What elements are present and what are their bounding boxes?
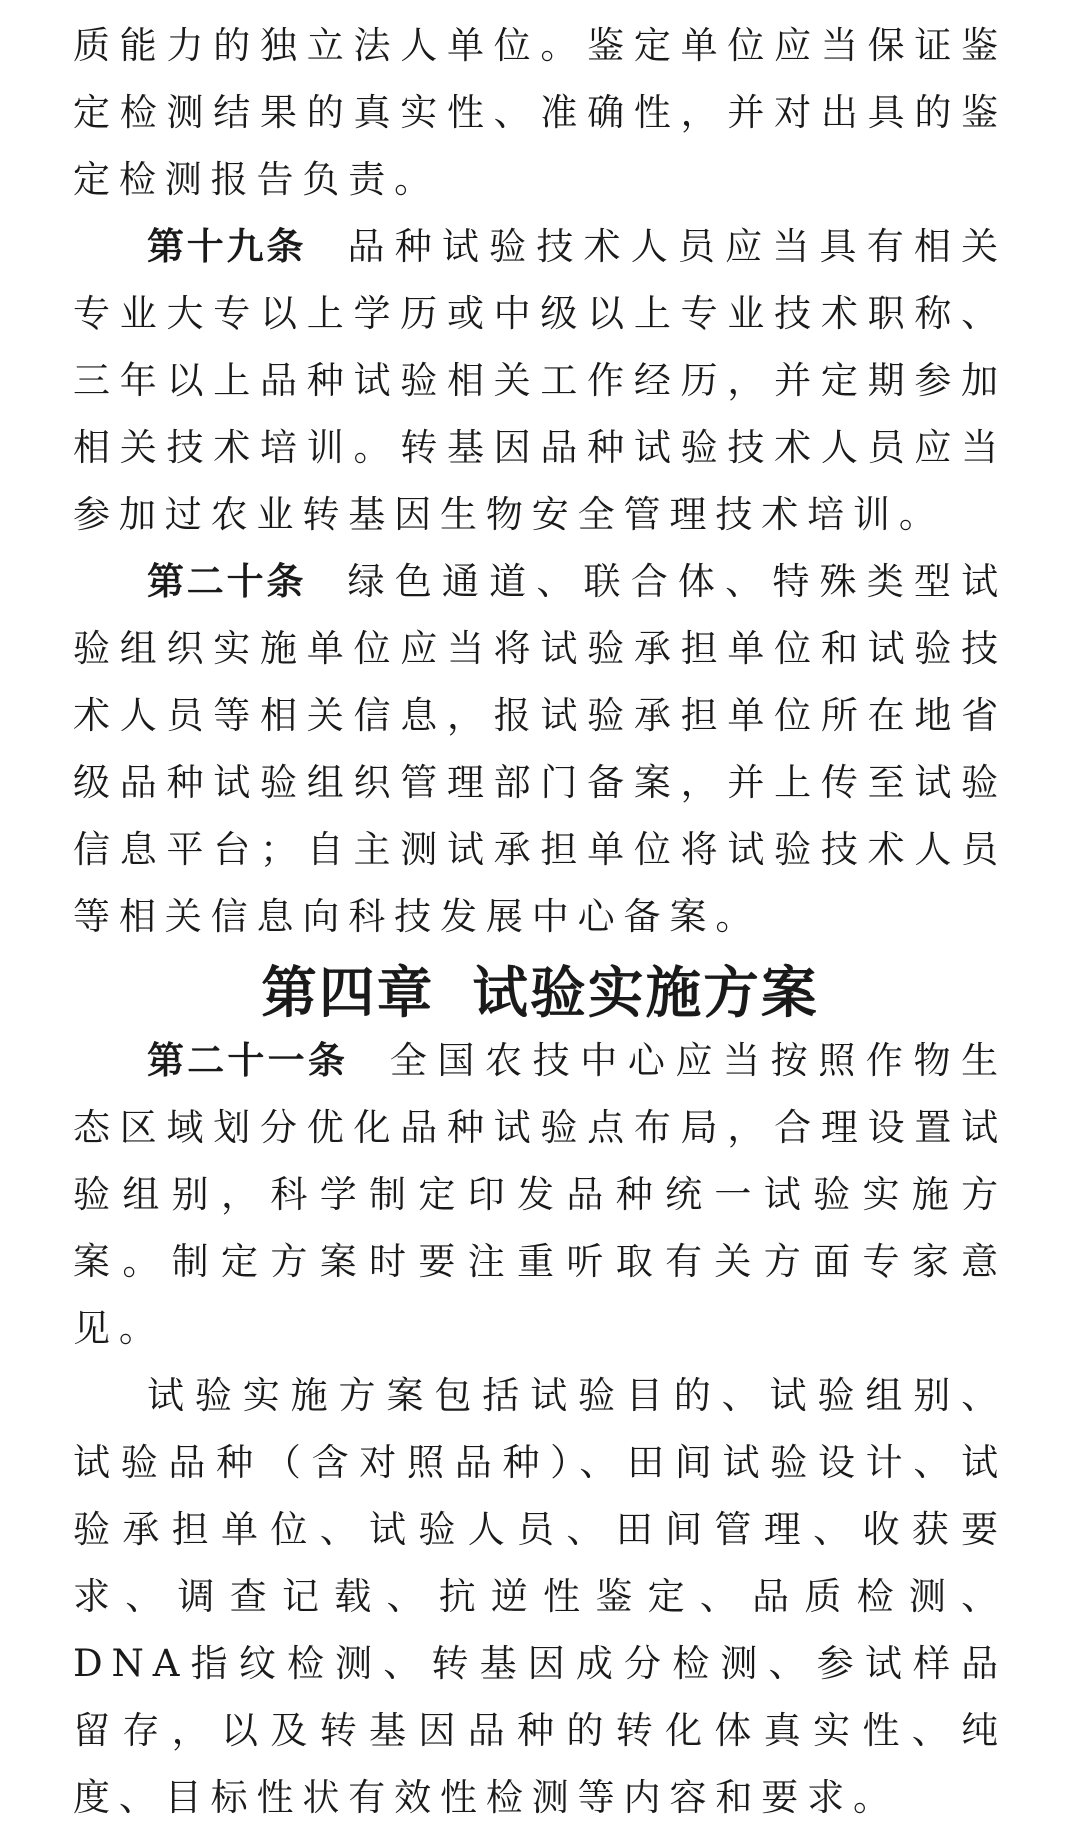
- chapter-heading: [73, 960, 1007, 1027]
- document-page: [0, 12, 1080, 1819]
- article-21-text: 全国农技中心应当按照作物生态区域划分优化品种试验点布局，合理设置试验组别，科学制定印发品种统一试验实施方案。制定方案时要注重听取有关方面专家意见。: [73, 1039, 1007, 1350]
- article-19-text: 品种试验技术人员应当具有相关专业大专以上学历或中级以上专业技术职称、三年以上品种试验相关工作经历，并定期参加相关技术培训。转基因品种试验技术人员应当参加过农业转基因生物安全管理技术培训。: [73, 225, 1007, 536]
- article-21-label: 第二十一条: [147, 1039, 349, 1082]
- article-21: [73, 1027, 1007, 1362]
- chapter-title: 试验实施方案: [472, 961, 819, 1026]
- chapter-number: 第四章: [261, 961, 435, 1026]
- article-19-label: 第十九条: [147, 225, 307, 268]
- article-19: [73, 213, 1007, 548]
- article-20-label: 第二十条: [147, 560, 307, 603]
- continued-paragraph: 质能力的独立法人单位。鉴定单位应当保证鉴定检测结果的真实性、准确性，并对出具的鉴定检测报告负责。: [73, 24, 1007, 201]
- plan-contents-paragraph: 试验实施方案包括试验目的、试验组别、试验品种（含对照品种）、田间试验设计、试验承担单位、试验人员、田间管理、收获要求、调查记载、抗逆性鉴定、品质检测、DNA指纹检测、转基因成分检测、参试样品留存，以及转基因品种的转化体真实性、纯度、目标性状有效性检测等内容和要求。: [73, 1374, 1007, 1819]
- article-20: [73, 548, 1007, 950]
- article-20-text: 绿色通道、联合体、特殊类型试验组织实施单位应当将试验承担单位和试验技术人员等相关信息，报试验承担单位所在地省级品种试验组织管理部门备案，并上传至试验信息平台；自主测试承担单位将试验技术人员等相关信息向科技发展中心备案。: [73, 560, 1007, 938]
